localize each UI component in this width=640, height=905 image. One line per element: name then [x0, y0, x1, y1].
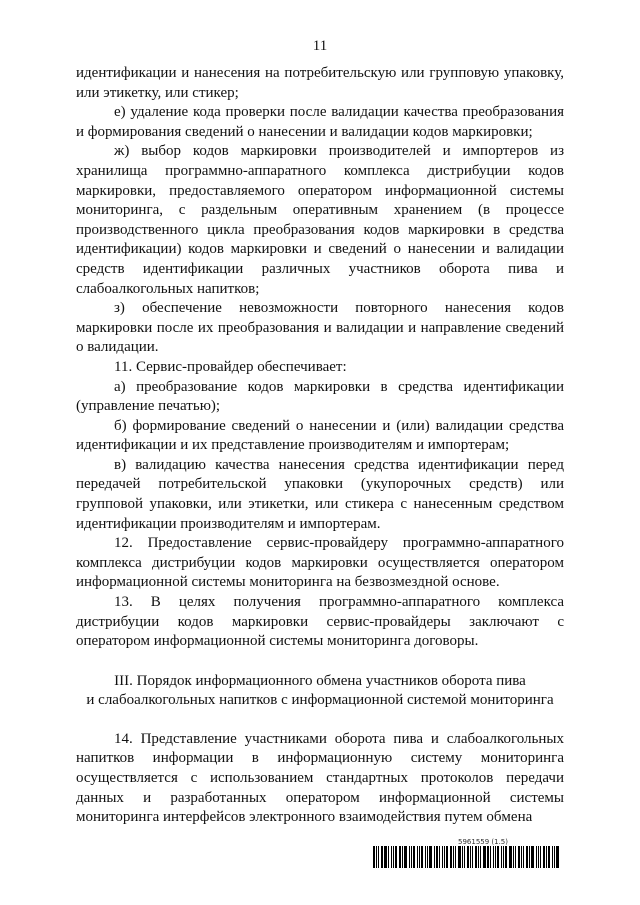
barcode-bar: [464, 846, 465, 868]
barcode-bar: [480, 846, 481, 868]
paragraph: в) валидацию качества нанесения средства идентификации перед передачей потребительской упаковки (укупорочных средств) или групповой упаковки, или этикетки, или стикера с нанесенным средством идентификации производителям и импортерам.: [76, 456, 564, 532]
page-number: 11: [312, 38, 328, 54]
barcode-bar: [409, 846, 410, 868]
barcode-bar: [393, 846, 394, 868]
barcode-bar: [483, 846, 486, 868]
barcode-bar: [434, 846, 435, 868]
document-body: [76, 64, 564, 828]
barcode-bar: [503, 846, 504, 868]
barcode-bar: [531, 846, 534, 868]
barcode-bar: [442, 846, 443, 868]
barcode-bar: [490, 846, 491, 868]
paragraph: а) преобразование кодов маркировки в средства идентификации (управление печатью);: [76, 378, 564, 415]
barcode-bar: [429, 846, 432, 868]
barcode-bar: [384, 846, 387, 868]
barcode-bar: [526, 846, 528, 868]
barcode-bar: [388, 846, 389, 868]
paragraph: б) формирование сведений о нанесении и (или) валидации средства идентификации и их представление производителям и импортерам;: [76, 417, 564, 454]
section-heading: [76, 672, 564, 710]
barcode-bar: [538, 846, 539, 868]
barcode-bar: [458, 846, 461, 868]
barcode-bar: [421, 846, 423, 868]
barcode-bar: [399, 846, 401, 868]
barcode-bar: [381, 846, 383, 868]
paragraph: 13. В целях получения программно-аппаратного комплекса дистрибуции кодов маркировки сервис-провайдеры заключают с оператором информационной системы мониторинга договоры.: [76, 594, 564, 650]
barcode-bar: [450, 846, 452, 868]
barcode-bar: [411, 846, 412, 868]
barcode-bar: [391, 846, 392, 868]
barcode-bar: [536, 846, 537, 868]
barcode-bar: [478, 846, 479, 868]
paragraph: 12. Предоставление сервис-провайдеру программно-аппаратного комплекса дистрибуции кодов маркировки осуществляется оператором информационной системы мониторинга на безвозмездной основе.: [76, 535, 564, 591]
paragraph: з) обеспечение невозможности повторного нанесения кодов маркировки после их преобразования и валидации и направление сведений о валидации.: [76, 300, 564, 356]
paragraph: е) удаление кода проверки после валидации качества преобразования и формирования сведений о нанесении и валидации кодов маркировки;: [76, 104, 564, 140]
barcode-bar: [419, 846, 420, 868]
barcode-bar: [523, 846, 524, 868]
barcode-bar: [376, 846, 377, 868]
barcode-bar: [462, 846, 463, 868]
barcode-bar: [548, 846, 550, 868]
barcode-bar: [402, 846, 403, 868]
barcode-bar: [546, 846, 547, 868]
barcode-bar: [417, 846, 418, 868]
barcode-bar: [467, 846, 469, 868]
barcode-bar: [404, 846, 407, 868]
barcode-bar: [475, 846, 477, 868]
paragraph: ж) выбор кодов маркировки производителей и импортеров из хранилища программно-аппаратного комплекса дистрибуции кодов маркировки, предоставляемого оператором информационной системы мониторинга, с раздельным оперативным хранением (в процессе производственного цикла преобразования кодов маркировки в средства идентификации) кодов маркировки и сведений о нанесении и валидации средств идентификации различных участников оборота пива и слабоалкогольных напитков;: [76, 143, 564, 297]
barcode-bar: [529, 846, 530, 868]
barcode-bar: [472, 846, 473, 868]
barcode-label: 5961559 (1.5): [458, 838, 508, 846]
barcode-bar: [413, 846, 415, 868]
barcode-bar: [552, 846, 553, 868]
barcode-bar: [501, 846, 502, 868]
section-heading-line: III. Порядок информационного обмена участников оборота пива: [114, 672, 526, 689]
barcode-bar: [436, 846, 438, 868]
barcode-bar: [515, 846, 516, 868]
barcode-bar: [395, 846, 397, 868]
barcode-bar: [470, 846, 471, 868]
barcode-bar: [425, 846, 426, 868]
section-heading-line: и слабоалкогольных напитков с информационной системой мониторинга: [86, 691, 554, 708]
barcode-bar: [487, 846, 489, 868]
barcode-image: [373, 846, 563, 868]
barcode-bar: [518, 846, 520, 868]
barcode-bar: [455, 846, 456, 868]
barcode-bar: [446, 846, 448, 868]
barcode-bar: [453, 846, 454, 868]
barcode-bar: [378, 846, 379, 868]
barcode-bar: [373, 846, 375, 868]
paragraph: 11. Сервис-провайдер обеспечивает:: [114, 358, 347, 375]
barcode-bar: [543, 846, 545, 868]
barcode-bar: [439, 846, 440, 868]
barcode-bar: [556, 846, 559, 868]
barcode-bar: [554, 846, 555, 868]
barcode-bar: [521, 846, 522, 868]
barcode-bar: [495, 846, 496, 868]
barcode-bar: [540, 846, 541, 868]
barcode-bar: [493, 846, 494, 868]
paragraph: 14. Представление участниками оборота пива и слабоалкогольных напитков информации в информационную систему мониторинга осуществляется с использованием стандартных протоколов передачи данных и разработанных оператором информационной системы мониторинга интерфейсов электронного взаимодействия путем обмена: [76, 730, 564, 826]
paragraph: идентификации и нанесения на потребительскую или групповую упаковку, или этикетку, или стикер;: [76, 65, 564, 101]
barcode-bar: [497, 846, 499, 868]
barcode-bar: [505, 846, 507, 868]
barcode-bar: [444, 846, 445, 868]
barcode-bar: [427, 846, 428, 868]
barcode-bar: [509, 846, 512, 868]
barcode-bar: [513, 846, 514, 868]
